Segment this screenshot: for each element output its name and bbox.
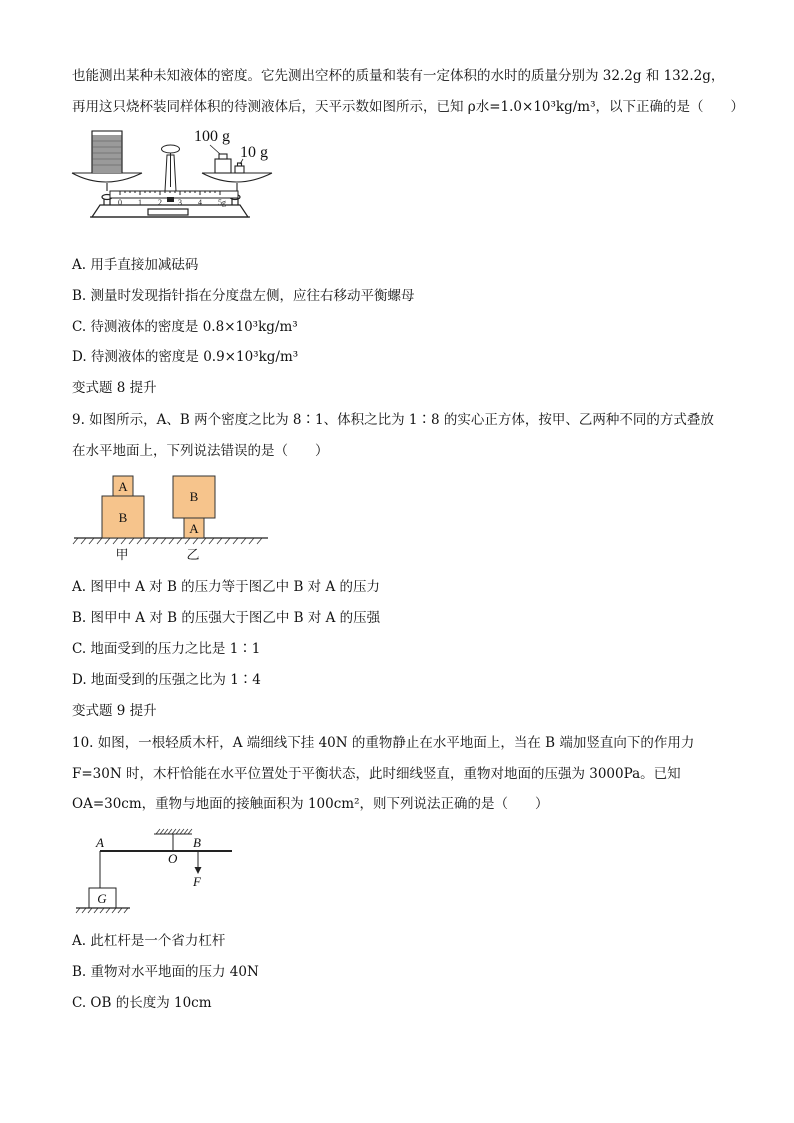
q9-text-line2: 在水平地面上，下列说法错误的是（ ） xyxy=(72,443,329,459)
weight-100g-label: 100 g xyxy=(194,128,230,145)
q8-option-c: C. 待测液体的密度是 0.8×10³kg/m³ xyxy=(72,319,298,335)
q9-option-c: C. 地面受到的压力之比是 1∶1 xyxy=(72,641,261,657)
q10-option-c: C. OB 的长度为 10cm xyxy=(72,995,212,1011)
stacked-cubes-figure xyxy=(72,470,272,565)
scale-tick-0: 0 xyxy=(118,198,122,207)
q8-text-line1: 也能测出某种未知液体的密度。它先测出空杯的质量和装有一定体积的水时的质量分别为 32.2g 和 132.2g， xyxy=(72,68,725,84)
q9-text-line1: 9. 如图所示，A、B 两个密度之比为 8∶1、体积之比为 1∶8 的实心正方体，按甲、乙两种不同的方式叠放 xyxy=(72,412,714,428)
balance-figure xyxy=(70,125,285,225)
cube-b-right-label: B xyxy=(189,489,199,504)
weight-10g-label: 10 g xyxy=(240,144,268,161)
q9-option-d: D. 地面受到的压强之比为 1∶4 xyxy=(72,672,261,688)
label-o: O xyxy=(168,851,178,866)
cube-b-left-label: B xyxy=(118,510,128,525)
scale-tick-4: 4 xyxy=(198,198,202,207)
q9-variant-label: 变式题 9 提升 xyxy=(72,703,157,719)
q10-option-b: B. 重物对水平地面的压力 40N xyxy=(72,964,259,980)
balance-pillar xyxy=(162,145,180,191)
weight-100g xyxy=(215,159,231,173)
caption-yi: 乙 xyxy=(186,547,200,562)
q8-option-a: A. 用手直接加减砝码 xyxy=(72,257,199,273)
scale-tick-2: 2 xyxy=(158,198,162,207)
q10-text-line1: 10. 如图，一根轻质木杆，A 端细线下挂 40N 的重物静止在水平地面上，当在 B 端加竖直向下的作用力 xyxy=(72,735,695,751)
label-b: B xyxy=(193,835,201,850)
weight-10g xyxy=(235,166,244,173)
q9-option-a: A. 图甲中 A 对 B 的压力等于图乙中 B 对 A 的压力 xyxy=(72,579,381,595)
balance-beam xyxy=(110,191,238,198)
left-pan xyxy=(72,131,142,191)
caption-jia: 甲 xyxy=(115,547,129,562)
rider xyxy=(167,197,174,202)
label-g: G xyxy=(97,891,107,906)
cube-a-right-label: A xyxy=(189,521,199,536)
q10-text-line2: F=30N 时，木杆恰能在水平位置处于平衡状态，此时细线竖直，重物对地面的压强为 3000Pa。已知 xyxy=(72,766,681,782)
q10-text-line3: OA=30cm，重物与地面的接触面积为 100cm²，则下列说法正确的是（ ） xyxy=(72,796,549,812)
q8-option-d: D. 待测液体的密度是 0.9×10³kg/m³ xyxy=(72,349,299,365)
q8-text-line2: 再用这只烧杯装同样体积的待测液体后，天平示数如图所示，已知 ρ水=1.0×10³kg/m³，以下正确的是（ ） xyxy=(72,99,744,115)
scale-tick-1: 1 xyxy=(138,198,142,207)
label-a: A xyxy=(96,835,104,850)
q8-variant-label: 变式题 8 提升 xyxy=(72,380,157,396)
q8-option-b: B. 测量时发现指针指在分度盘左侧，应往右移动平衡螺母 xyxy=(72,288,415,304)
q10-option-a: A. 此杠杆是一个省力杠杆 xyxy=(72,933,226,949)
q9-option-b: B. 图甲中 A 对 B 的压强大于图乙中 B 对 A 的压强 xyxy=(72,610,381,626)
label-f: F xyxy=(193,874,201,889)
beaker-liquid xyxy=(92,135,122,173)
lever-figure xyxy=(72,822,242,917)
scale-tick-5: 5g xyxy=(218,198,226,207)
scale-tick-3: 3 xyxy=(178,198,182,207)
cube-a-left-label: A xyxy=(118,479,128,494)
